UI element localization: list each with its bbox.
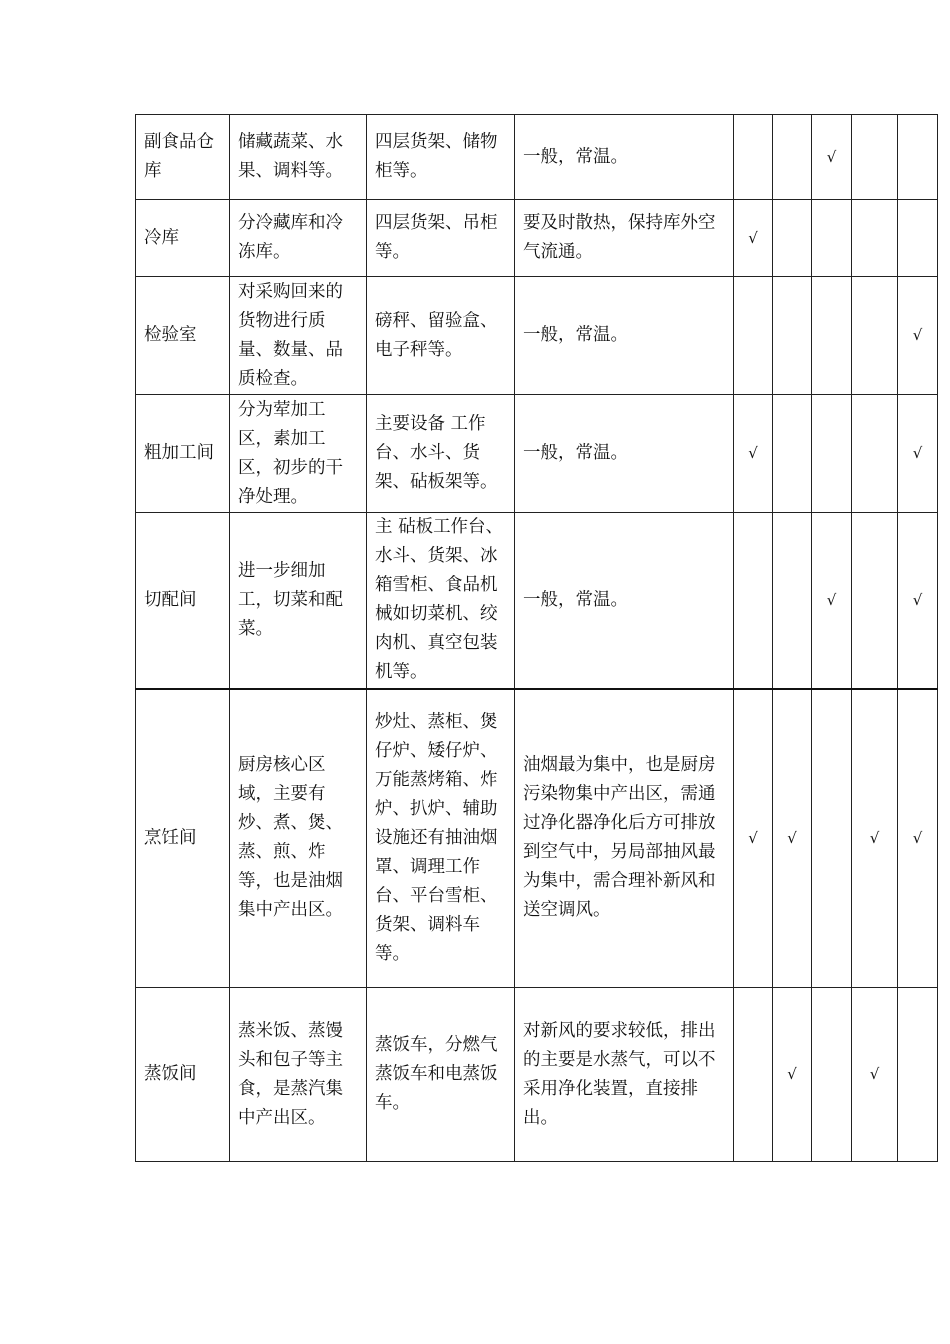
area-equipment: 主 砧板工作台、水斗、货架、冰箱雪柜、食品机械如切菜机、绞肉机、真空包装机等。 [367, 513, 515, 689]
check-cell-1 [734, 513, 773, 689]
area-name: 烹饪间 [136, 689, 230, 988]
area-equipment: 主要设备 工作台、水斗、货架、砧板架等。 [367, 395, 515, 513]
area-function: 厨房核心区域，主要有炒、煮、煲、蒸、煎、炸等，也是油烟集中产出区。 [230, 689, 367, 988]
area-requirement: 要及时散热，保持库外空气流通。 [515, 200, 734, 277]
area-equipment: 磅秤、留验盒、电子秤等。 [367, 277, 515, 395]
check-cell-5 [898, 988, 938, 1162]
table-row [136, 513, 938, 689]
check-cell-1: √ [734, 200, 773, 277]
check-cell-4 [852, 513, 898, 689]
table-row [136, 395, 938, 513]
check-cell-5: √ [898, 689, 938, 988]
area-function: 分为荤加工区，素加工区，初步的干净处理。 [230, 395, 367, 513]
area-requirement: 对新风的要求较低，排出的主要是水蒸气，可以不采用净化装置，直接排出。 [515, 988, 734, 1162]
area-name: 粗加工间 [136, 395, 230, 513]
check-cell-2 [773, 513, 812, 689]
area-function: 分冷藏库和冷冻库。 [230, 200, 367, 277]
kitchen-area-table [135, 114, 938, 1162]
check-cell-2: √ [773, 988, 812, 1162]
area-requirement: 油烟最为集中，也是厨房污染物集中产出区，需通过净化器净化后方可排放到空气中，另局部抽风最为集中，需合理补新风和送空调风。 [515, 689, 734, 988]
area-name: 副食品仓库 [136, 115, 230, 200]
table-row [136, 277, 938, 395]
check-cell-2 [773, 277, 812, 395]
check-cell-5: √ [898, 395, 938, 513]
table-row [136, 988, 938, 1162]
area-requirement: 一般，常温。 [515, 513, 734, 689]
table-body [136, 115, 938, 1162]
check-cell-5 [898, 115, 938, 200]
check-cell-4 [852, 277, 898, 395]
area-name: 检验室 [136, 277, 230, 395]
area-equipment: 四层货架、储物柜等。 [367, 115, 515, 200]
area-name: 蒸饭间 [136, 988, 230, 1162]
area-equipment: 四层货架、吊柜等。 [367, 200, 515, 277]
area-requirement: 一般，常温。 [515, 395, 734, 513]
area-requirement: 一般，常温。 [515, 115, 734, 200]
check-cell-4: √ [852, 689, 898, 988]
check-cell-1 [734, 277, 773, 395]
check-cell-2: √ [773, 689, 812, 988]
check-cell-3 [812, 277, 852, 395]
area-function: 进一步细加工，切菜和配菜。 [230, 513, 367, 689]
check-cell-5: √ [898, 277, 938, 395]
table-row [136, 200, 938, 277]
area-function: 对采购回来的货物进行质量、数量、品质检查。 [230, 277, 367, 395]
check-cell-4 [852, 200, 898, 277]
area-function: 蒸米饭、蒸馒头和包子等主食，是蒸汽集中产出区。 [230, 988, 367, 1162]
check-cell-2 [773, 200, 812, 277]
check-cell-1: √ [734, 395, 773, 513]
table-row [136, 115, 938, 200]
check-cell-1 [734, 988, 773, 1162]
area-name: 冷库 [136, 200, 230, 277]
check-cell-1 [734, 115, 773, 200]
check-cell-3: √ [812, 115, 852, 200]
area-name: 切配间 [136, 513, 230, 689]
check-cell-3 [812, 988, 852, 1162]
check-cell-5 [898, 200, 938, 277]
check-cell-4: √ [852, 988, 898, 1162]
check-cell-3: √ [812, 513, 852, 689]
check-cell-3 [812, 689, 852, 988]
check-cell-4 [852, 115, 898, 200]
area-equipment: 炒灶、蒸柜、煲仔炉、矮仔炉、万能蒸烤箱、炸炉、扒炉、辅助设施还有抽油烟罩、调理工作台、平台雪柜、货架、调料车等。 [367, 689, 515, 988]
check-cell-2 [773, 115, 812, 200]
check-cell-3 [812, 395, 852, 513]
area-equipment: 蒸饭车，分燃气蒸饭车和电蒸饭车。 [367, 988, 515, 1162]
table-row [136, 689, 938, 988]
area-requirement: 一般，常温。 [515, 277, 734, 395]
check-cell-5: √ [898, 513, 938, 689]
area-function: 储藏蔬菜、水果、调料等。 [230, 115, 367, 200]
check-cell-4 [852, 395, 898, 513]
check-cell-1: √ [734, 689, 773, 988]
check-cell-2 [773, 395, 812, 513]
check-cell-3 [812, 200, 852, 277]
